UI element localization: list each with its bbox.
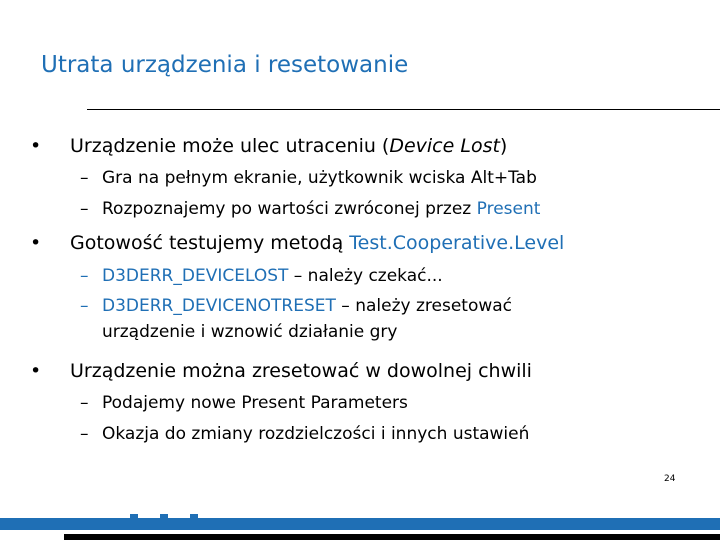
- bullet-3-sub-2: Okazja do zmiany rozdzielczości i innych ustawień: [102, 424, 530, 444]
- bullet-3: Urządzenie można zresetować w dowolnej chwili: [70, 360, 532, 382]
- bullet-2-sub-1: [102, 266, 443, 286]
- dash-marker: –: [80, 424, 89, 444]
- bullet-marker: •: [30, 360, 42, 382]
- bullet-1-suffix: ): [499, 135, 508, 157]
- page-number: 24: [664, 474, 676, 484]
- bullet-1-sub-2: [102, 199, 540, 219]
- bullet-2-prefix: Gotowość testujemy metodą: [70, 232, 350, 254]
- bullet-marker: •: [30, 135, 42, 157]
- bullet-1-prefix: Urządzenie może ulec utraceniu (: [70, 135, 390, 157]
- bullet-2-sub-2-suffix: – należy zresetować: [335, 296, 513, 316]
- bullet-1-sub-1: Gra na pełnym ekranie, użytkownik wciska Alt+Tab: [102, 168, 537, 188]
- bullet-1: [70, 135, 507, 157]
- bullet-2-sub-2-highlight: D3DERR_DEVICENOTRESET: [102, 296, 336, 316]
- bullet-1-sub-2-prefix: Rozpoznajemy po wartości zwróconej przez: [102, 199, 477, 219]
- dash-marker: –: [80, 266, 89, 286]
- bullet-2: [70, 232, 564, 254]
- dash-marker: –: [80, 296, 89, 316]
- bullet-marker: •: [30, 232, 42, 254]
- bullet-2-sub-1-highlight: D3DERR_DEVICELOST: [102, 266, 289, 286]
- dash-marker: –: [80, 393, 89, 413]
- slide-title: Utrata urządzenia i resetowanie: [41, 52, 409, 78]
- bullet-2-highlight: Test.Cooperative.Level: [349, 232, 565, 254]
- bullet-2-sub-1-suffix: – należy czekać...: [288, 266, 443, 286]
- bullet-1-emphasis: Device Lost: [389, 135, 500, 157]
- bullet-2-sub-2: [102, 296, 512, 316]
- footer-rule: [64, 534, 720, 540]
- dash-marker: –: [80, 199, 89, 219]
- bullet-3-sub-1: Podajemy nowe Present Parameters: [102, 393, 408, 413]
- dash-marker: –: [80, 168, 89, 188]
- bullet-1-sub-2-highlight: Present: [476, 199, 541, 219]
- footer-bar: [0, 518, 720, 530]
- bullet-2-sub-2-continuation: urządzenie i wznowić działanie gry: [102, 322, 398, 342]
